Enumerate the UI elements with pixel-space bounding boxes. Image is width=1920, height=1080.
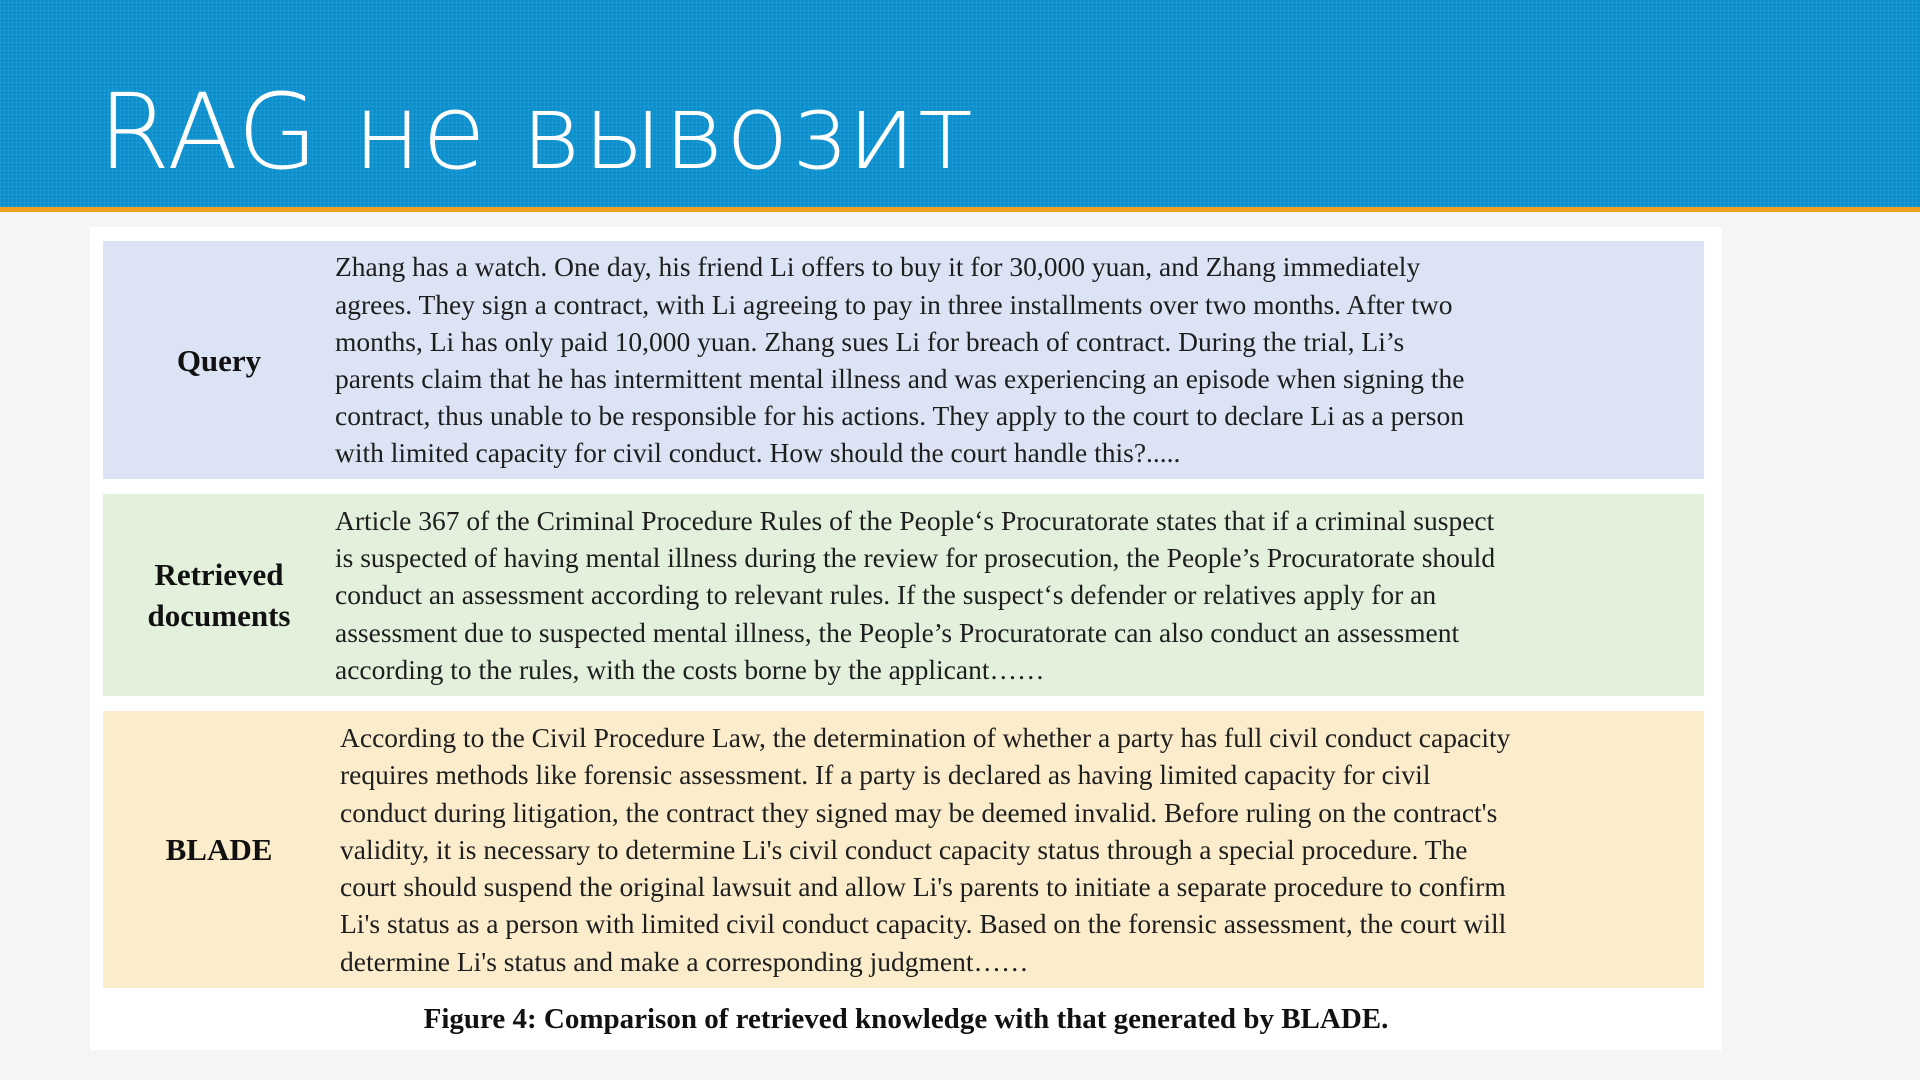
query-text bbox=[335, 248, 1704, 471]
query-text-line: agrees. They sign a contract, with Li agreeing to pay in three installments over two months. After two bbox=[335, 288, 1453, 320]
query-row bbox=[103, 241, 1704, 479]
retrieved-label-line: documents bbox=[147, 598, 291, 633]
retrieved-text-line: Article 367 of the Criminal Procedure Rules of the People‘s Procuratorate states that if a criminal suspect bbox=[335, 504, 1495, 536]
figure-caption: Figure 4: Comparison of retrieved knowledge with that generated by BLADE. bbox=[423, 1003, 1389, 1035]
retrieved-documents-label bbox=[103, 554, 335, 636]
query-label bbox=[103, 340, 335, 381]
blade-label bbox=[103, 829, 335, 870]
retrieved-documents-row bbox=[103, 494, 1704, 696]
slide-title: RAG не вывозит bbox=[98, 71, 975, 193]
blade-text-line: court should suspend the original lawsuit and allow Li's parents to initiate a separate procedure to confirm bbox=[340, 871, 1506, 903]
query-text-line: months, Li has only paid 10,000 yuan. Zhang sues Li for breach of contract. During the trial, Li’s bbox=[335, 325, 1405, 357]
retrieved-text-line: is suspected of having mental illness during the review for prosecution, the People’s Procuratorate should bbox=[335, 542, 1496, 574]
query-text-line: contract, thus unable to be responsible for his actions. They apply to the court to declare Li as a person bbox=[335, 400, 1464, 432]
blade-label-line: BLADE bbox=[165, 832, 273, 867]
blade-text bbox=[335, 719, 1704, 979]
retrieved-label-line: Retrieved bbox=[154, 557, 284, 592]
retrieved-text-line: conduct an assessment according to relevant rules. If the suspect‘s defender or relatives apply for an bbox=[335, 579, 1437, 611]
query-text-line: with limited capacity for civil conduct. How should the court handle this?..... bbox=[335, 437, 1181, 469]
query-text-line: Zhang has a watch. One day, his friend Li offers to buy it for 30,000 yuan, and Zhang immediately bbox=[335, 251, 1421, 283]
blade-text-line: requires methods like forensic assessment. If a party is declared as having limited capacity for civil bbox=[340, 759, 1431, 791]
retrieved-text-line: assessment due to suspected mental illness, the People’s Procuratorate can also conduct an assessment bbox=[335, 616, 1460, 648]
retrieved-text-line: according to the rules, with the costs borne by the applicant…… bbox=[335, 653, 1045, 685]
blade-text-line: validity, it is necessary to determine Li's civil conduct capacity status through a special procedure. The bbox=[340, 833, 1468, 865]
blade-text-line: determine Li's status and make a corresponding judgment…… bbox=[340, 945, 1029, 977]
query-label-line: Query bbox=[176, 342, 262, 378]
query-text-line: parents claim that he has intermittent mental illness and was experiencing an episode when signing the bbox=[335, 363, 1465, 394]
header-accent-line bbox=[0, 207, 1920, 212]
retrieved-documents-text bbox=[335, 502, 1704, 688]
figure-image bbox=[90, 227, 1722, 1050]
blade-row bbox=[103, 711, 1704, 988]
blade-text-line: According to the Civil Procedure Law, the determination of whether a party has full civil conduct capacity bbox=[340, 722, 1511, 754]
blade-text-line: Li's status as a person with limited civil conduct capacity. Based on the forensic assessment, the court will bbox=[340, 908, 1507, 940]
blade-text-line: conduct during litigation, the contract they signed may be deemed invalid. Before ruling on the contract's bbox=[340, 796, 1498, 828]
